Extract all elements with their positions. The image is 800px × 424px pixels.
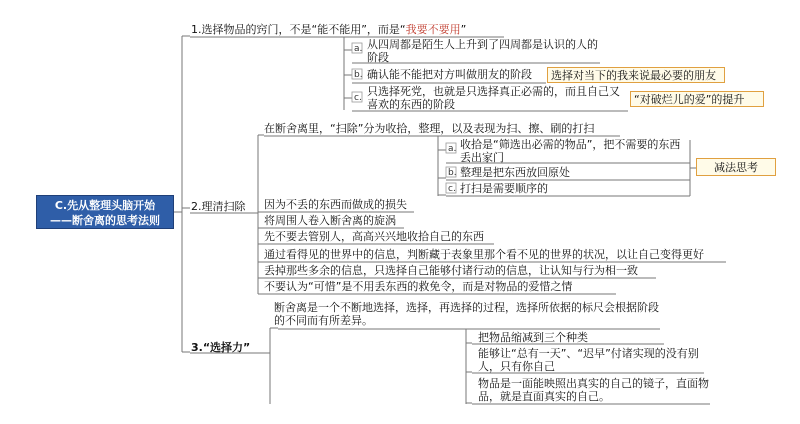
root-title: C.先从整理头脑开始 — [54, 199, 156, 212]
root-subtitle: ——断舍离的思考法则 — [50, 214, 160, 227]
b1a-marker: a. — [354, 44, 363, 54]
branch-1-label-text: 1.选择物品的窍门，不是“能不能用”，而是“ — [191, 23, 406, 36]
b1c-text[interactable]: 只选择死党，也就是只选择真正必需的，而且自己又喜欢的东西的阶段 — [367, 85, 620, 111]
branch-1-label[interactable] — [191, 23, 466, 36]
branch-1-label-end: ” — [460, 23, 467, 36]
branch-2-label[interactable]: 2.理清扫除 — [191, 200, 246, 213]
b2-item-1[interactable]: 因为不丢的东西而做成的损失 — [264, 198, 407, 211]
b1c-marker: c. — [354, 93, 362, 103]
b1c-callout[interactable]: “对破烂儿的爱”的提升 — [630, 91, 764, 107]
branch-3-label[interactable]: 3.“选择力” — [191, 341, 251, 354]
b3-item-2[interactable]: 能够让“总有一天”、“迟早”付诸实现的没有别人，只有你自己 — [478, 347, 699, 373]
b2c-text[interactable]: 打扫是需要顺序的 — [460, 182, 548, 195]
root-node[interactable] — [36, 195, 174, 229]
b2b-marker: b. — [448, 168, 457, 178]
b2-item-5[interactable]: 丢掉那些多余的信息，只选择自己能够付诸行动的信息，让认知与行为相一致 — [264, 264, 638, 277]
b1a-text[interactable]: 从四周都是陌生人上升到了四周都是认识的人的阶段 — [367, 38, 598, 64]
b2c-marker: c. — [448, 184, 456, 194]
b1b-text[interactable]: 确认能不能把对方叫做朋友的阶段 — [367, 68, 532, 81]
b2b-text[interactable]: 整理是把东西放回原处 — [460, 166, 570, 179]
b1b-callout[interactable]: 选择对当下的我来说最必要的朋友 — [547, 67, 725, 83]
b2a-marker: a. — [448, 144, 457, 154]
b3-intro[interactable]: 断舍离是一个不断地选择，选择，再选择的过程，选择所依据的标尺会根据阶段的不同而有所差异。 — [274, 301, 659, 327]
b2-callout[interactable]: 减法思考 — [696, 158, 776, 176]
b2-item-4[interactable]: 通过看得见的世界中的信息，判断藏于表象里那个看不见的世界的状况，以让自己变得更好 — [264, 248, 704, 261]
b3-item-1[interactable]: 把物品缩减到三个种类 — [478, 331, 588, 344]
b2a-text[interactable]: 收拾是“筛选出必需的物品”，把不需要的东西丢出家门 — [460, 138, 681, 164]
b2-item-2[interactable]: 将周围人卷入断舍离的旋涡 — [264, 214, 396, 227]
b2-intro[interactable]: 在断舍离里，“扫除”分为收拾，整理，以及表现为扫、擦、刷的打扫 — [264, 122, 595, 135]
b3-item-3[interactable]: 物品是一面能映照出真实的自己的镜子，直面物品，就是直面真实的自己。 — [478, 377, 709, 403]
branch-1-highlight: 我要不要用 — [405, 23, 461, 36]
b2-item-3[interactable]: 先不要去管别人，高高兴兴地收拾自己的东西 — [264, 230, 484, 243]
b2-item-6[interactable]: 不要认为“可惜”是不用丢东西的救免令，而是对物品的爱惜之情 — [264, 280, 573, 293]
b1b-marker: b. — [354, 70, 363, 80]
